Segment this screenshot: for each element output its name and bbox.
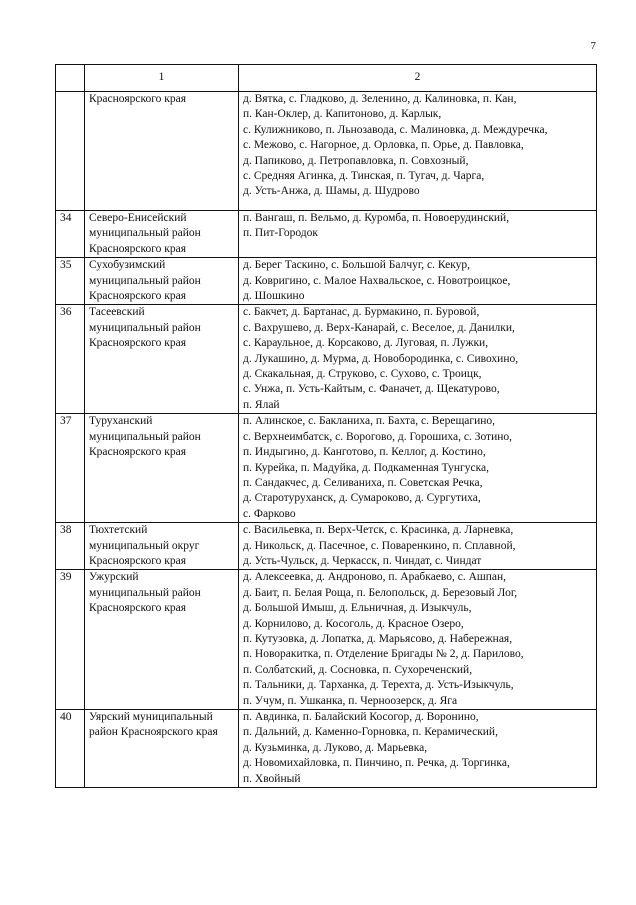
row-number: 39: [56, 570, 85, 710]
settlements-list: д. Берег Таскино, с. Большой Балчуг, с. Кекур, д. Ковригино, с. Малое Нахвальское, с. Новотроицкое, д. Шошкино: [239, 258, 597, 305]
row-number: 37: [56, 414, 85, 523]
settlements-list: п. Авдинка, п. Балайский Косогор, д. Воронино, п. Дальний, д. Каменно-Горновка, п. Керамический, д. Кузьминка, д. Луково, д. Марьевка, д. Новомихайловка, п. Пинчино, п. Речка, д. Торгинка, п. Хвойный: [239, 710, 597, 788]
district-name: Уярский муниципальный район Красноярского края: [85, 710, 239, 788]
table-header-row: [56, 65, 597, 92]
settlements-list: д. Вятка, с. Гладково, д. Зеленино, д. Калиновка, п. Кан, п. Кан-Оклер, д. Капитоново, д. Карлык, с. Кулижниково, п. Льнозавода, с. Малиновка, д. Междуречка, с. Межово, с. Нагорное, д. Орловка, п. Орье, д. Павловка, д. Папиково, д. Петропавловка, п. Совхозный, с. Средняя Агинка, д. Тинская, п. Тугач, д. Чарга, д. Усть-Анжа, д. Шамы, д. Шудрово: [239, 92, 597, 211]
header-cell-empty: [56, 65, 85, 92]
header-cell-col1: 1: [85, 65, 239, 92]
table-row: [56, 570, 597, 710]
district-name: Туруханский муниципальный район Красноярского края: [85, 414, 239, 523]
table-row: [56, 710, 597, 788]
district-name: Ужурский муниципальный район Красноярского края: [85, 570, 239, 710]
page-number: 7: [590, 40, 596, 52]
table-row: [56, 523, 597, 570]
district-name: Красноярского края: [85, 92, 239, 211]
row-number: 38: [56, 523, 85, 570]
header-cell-col2: 2: [239, 65, 597, 92]
settlements-list: п. Алинское, с. Бакланиха, п. Бахта, с. Верещагино, с. Верхнеимбатск, с. Ворогово, д. Горошиха, с. Зотино, п. Индыгино, д. Канготово, п. Келлог, д. Костино, п. Курейка, п. Мадуйка, д. Подкаменная Тунгуска, п. Сандакчес, д. Селиваниха, п. Советская Речка, д. Старотуруханск, д. Сумароково, д. Сургутиха, с. Фарково: [239, 414, 597, 523]
settlements-list: с. Васильевка, п. Верх-Четск, с. Красинка, д. Ларневка, д. Никольск, д. Пасечное, с. Поваренкино, п. Сплавной, д. Усть-Чульск, д. Черкасск, п. Чиндат, с. Чиндат: [239, 523, 597, 570]
settlements-list: д. Алексеевка, д. Андроново, п. Арабкаево, с. Ашпан, д. Баит, п. Белая Роща, п. Белопольск, д. Березовый Лог, д. Большой Имыш, д. Ельничная, д. Изыкчуль, д. Корнилово, д. Косоголь, д. Красное Озеро, п. Кутузовка, д. Лопатка, д. Марьясово, д. Набережная, п. Новоракитка, п. Отделение Бригады № 2, д. Парилово, п. Солбатский, д. Сосновка, п. Сухореченский, п. Тальники, д. Тарханка, д. Терехта, д. Усть-Изыкчуль, п. Учум, п. Ушканка, п. Черноозерск, д. Яга: [239, 570, 597, 710]
row-number: 40: [56, 710, 85, 788]
settlements-list: с. Бакчет, д. Бартанас, д. Бурмакино, п. Буровой, с. Вахрушево, д. Верх-Канарай, с. Веселое, д. Данилки, с. Караульное, д. Корсаково, д. Луговая, п. Лужки, д. Лукашино, д. Мурма, д. Новобородинка, с. Сивохино, д. Скакальная, д. Струково, с. Сухово, с. Троицк, с. Унжа, п. Усть-Кайтым, с. Фаначет, д. Щекатурово, п. Ялай: [239, 305, 597, 414]
table-row: [56, 258, 597, 305]
settlements-table: [55, 64, 597, 788]
settlements-list: п. Вангаш, п. Вельмо, д. Куромба, п. Новоерудинский, п. Пит-Городок: [239, 211, 597, 258]
row-number: [56, 92, 85, 211]
row-number: 34: [56, 211, 85, 258]
table-row: [56, 305, 597, 414]
district-name: Тюхтетский муниципальный округ Красноярского края: [85, 523, 239, 570]
district-name: Северо-Енисейский муниципальный район Красноярского края: [85, 211, 239, 258]
table-row: [56, 211, 597, 258]
row-number: 36: [56, 305, 85, 414]
district-name: Сухобузимский муниципальный район Красноярского края: [85, 258, 239, 305]
district-name: Тасеевский муниципальный район Красноярского края: [85, 305, 239, 414]
table-row: [56, 414, 597, 523]
row-number: 35: [56, 258, 85, 305]
table-row: [56, 92, 597, 211]
